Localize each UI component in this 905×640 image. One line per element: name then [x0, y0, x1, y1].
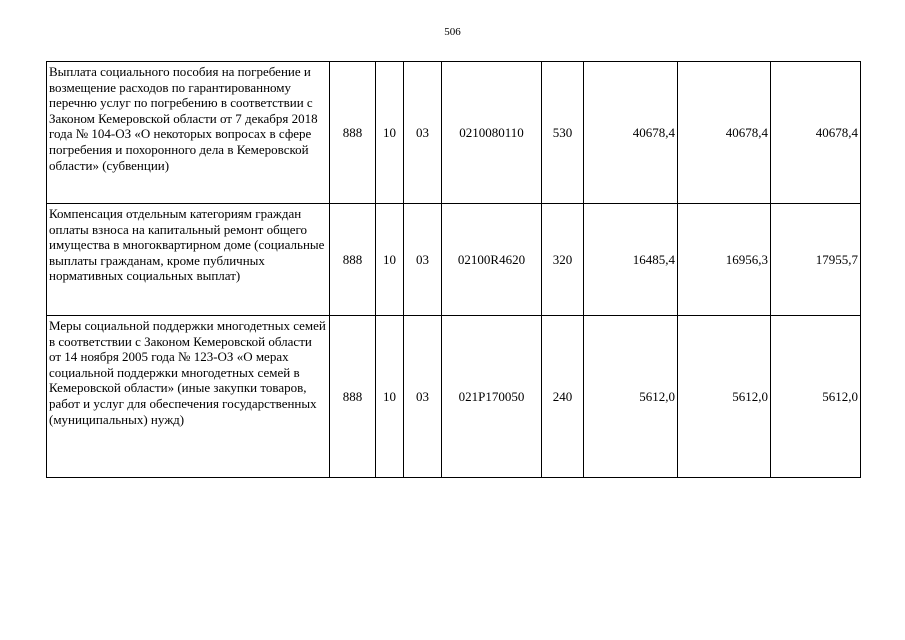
expense-type-code: 240	[542, 316, 584, 478]
amount-year-2: 5612,0	[678, 316, 771, 478]
target-article-code: 0210080110	[442, 62, 542, 204]
budget-table	[46, 61, 861, 478]
amount-year-2: 40678,4	[678, 62, 771, 204]
row-description: Компенсация отдельным категориям граждан оплаты взноса на капитальный ремонт общего имущества в многоквартирном доме (социальные выплаты гражданам, кроме публичных нормативных социальных выплат)	[47, 204, 330, 316]
subsection-code: 03	[404, 204, 442, 316]
expense-type-code: 320	[542, 204, 584, 316]
expense-type-code: 530	[542, 62, 584, 204]
target-article-code: 02100R4620	[442, 204, 542, 316]
amount-year-1: 40678,4	[584, 62, 678, 204]
subsection-code: 03	[404, 316, 442, 478]
amount-year-1: 5612,0	[584, 316, 678, 478]
ministry-code: 888	[330, 62, 376, 204]
amount-year-3: 40678,4	[771, 62, 861, 204]
ministry-code: 888	[330, 204, 376, 316]
page-number: 506	[444, 26, 461, 38]
row-description: Меры социальной поддержки многодетных семей в соответствии с Законом Кемеровской области от 14 ноября 2005 года № 123-ОЗ «О мерах социальной поддержки многодетных семей в Кемеровской области» (иные закупки товаров, работ и услуг для обеспечения государственных (муниципальных) нужд)	[47, 316, 330, 478]
section-code: 10	[376, 62, 404, 204]
subsection-code: 03	[404, 62, 442, 204]
target-article-code: 021P170050	[442, 316, 542, 478]
row-description: Выплата социального пособия на погребение и возмещение расходов по гарантированному перечню услуг по погребению в соответствии с Законом Кемеровской области от 7 декабря 2018 года № 104-ОЗ «О некоторых вопросах в сфере погребения и похоронного дела в Кемеровской области» (субвенции)	[47, 62, 330, 204]
amount-year-2: 16956,3	[678, 204, 771, 316]
amount-year-1: 16485,4	[584, 204, 678, 316]
table-row	[47, 316, 861, 478]
amount-year-3: 17955,7	[771, 204, 861, 316]
amount-year-3: 5612,0	[771, 316, 861, 478]
ministry-code: 888	[330, 316, 376, 478]
table-row	[47, 204, 861, 316]
section-code: 10	[376, 204, 404, 316]
section-code: 10	[376, 316, 404, 478]
table-row	[47, 62, 861, 204]
